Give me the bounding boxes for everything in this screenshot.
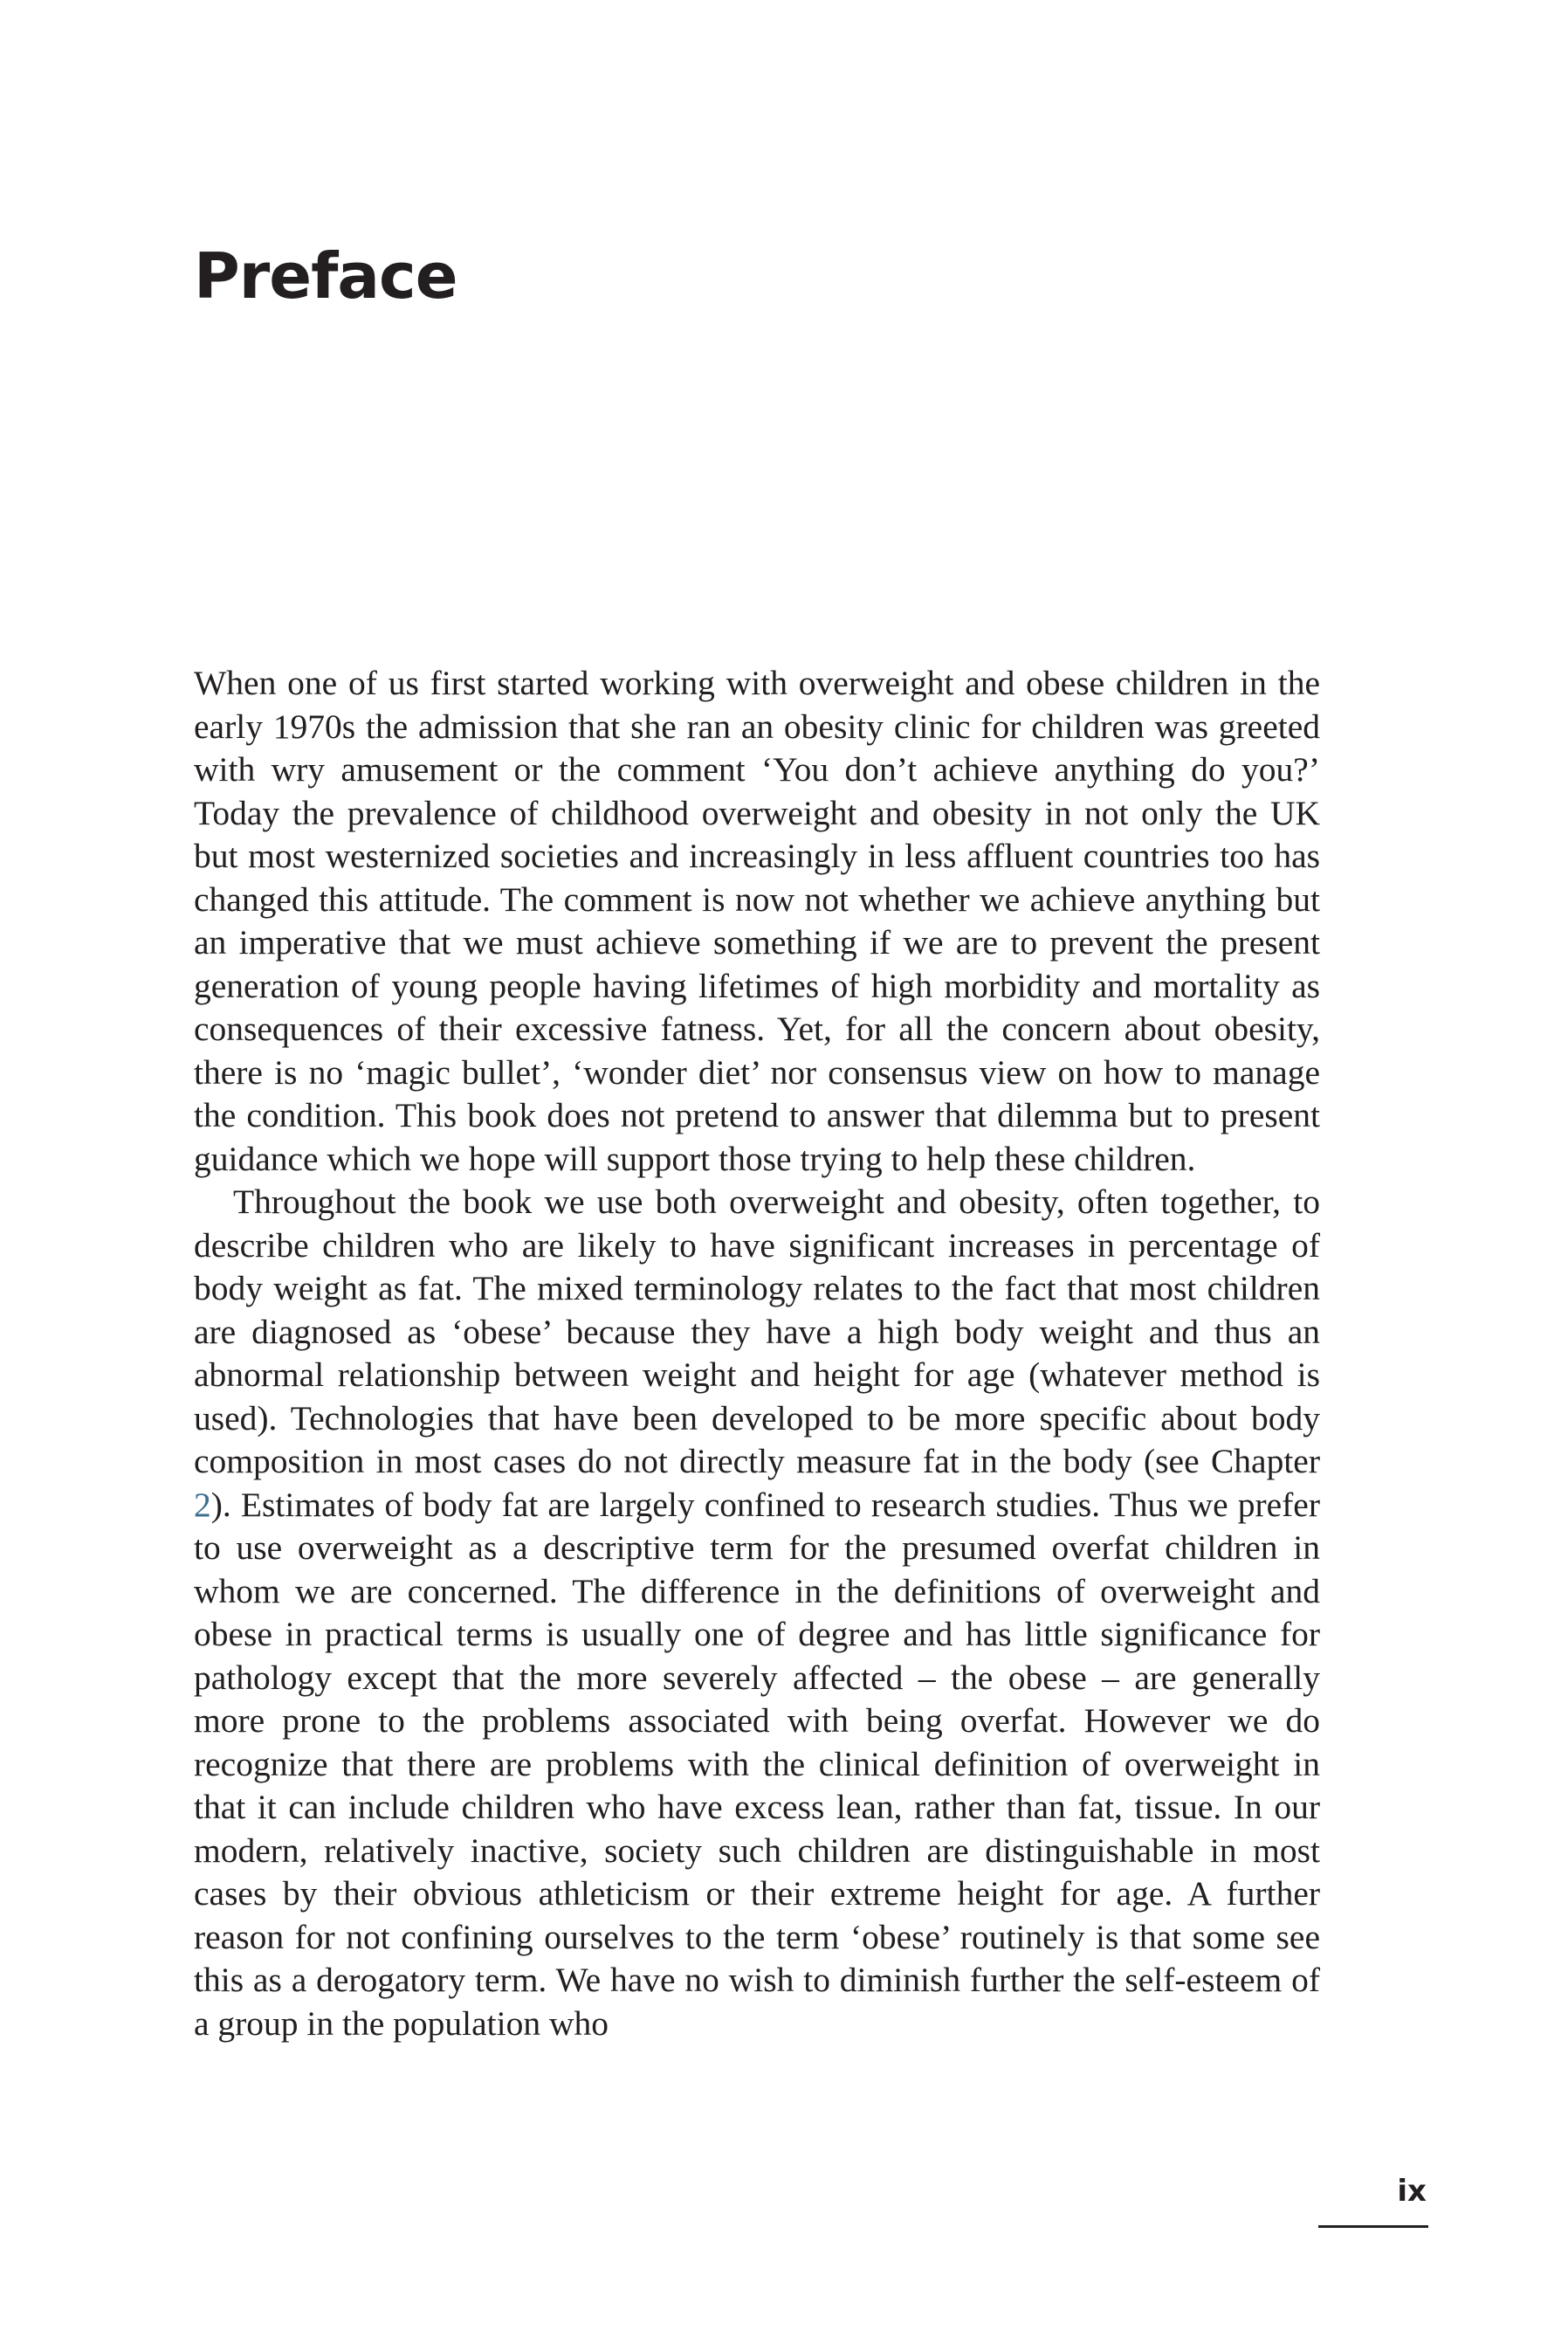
footer-rule: [1318, 2225, 1428, 2228]
paragraph-2-text-before-ref: Throughout the book we use both overweight and obesity, often together, to describe children who are likely to have significant increases in percentage of body weight as fat. The mixed terminology relates to the fact that most children are diagnosed as ‘obese’ because they have a high body weight and thus an abnormal relationship between weight and height for age (whatever method is used). Technologies that have been developed to be more specific about body composition in most cases do not directly measure fat in the body (see Chapter: [194, 1182, 1320, 1480]
page-number: ix: [1397, 2174, 1427, 2209]
paragraph-1: When one of us first started working with overweight and obese children in the early 1970s the admission that she ran an obesity clinic for children was greeted with wry amusement or the comment ‘You don’t achieve anything do you?’ Today the prevalence of childhood overweight and obesity in not only the UK but most westernized societies and increasingly in less affluent countries too has changed this attitude. The comment is now not whether we achieve anything but an imperative that we must achieve something if we are to prevent the present generation of young people having lifetimes of high morbidity and mortality as consequences of their excessive fatness. Yet, for all the concern about obesity, there is no ‘magic bullet’, ‘wonder diet’ nor consensus view on how to manage the condition. This book does not pretend to answer that dilemma but to present guidance which we hope will support those trying to help these children.: [194, 664, 1320, 1178]
body-text: [194, 662, 1320, 2045]
paragraph-2-text-after-ref: ). Estimates of body fat are largely confined to research studies. Thus we prefer to use overweight as a descriptive term for the presumed overfat children in whom we are concerned. The difference in the definitions of overweight and obese in practical terms is usually one of degree and has little significance for pathology except that the more severely affected – the obese – are generally more prone to the problems associated with being overfat. However we do recognize that there are problems with the clinical definition of overweight in that it can include children who have excess lean, rather than fat, tissue. In our modern, relatively inactive, society such children are distinguishable in most cases by their obvious athleticism or their extreme height for age. A further reason for not confining ourselves to the term ‘obese’ routinely is that some see this as a derogatory term. We have no wish to diminish further the self-esteem of a group in the population who: [194, 1485, 1320, 2043]
chapter-cross-reference-link[interactable]: 2: [194, 1485, 211, 1524]
page-title: Preface: [194, 239, 457, 313]
paragraph-2: [194, 1181, 1320, 2045]
